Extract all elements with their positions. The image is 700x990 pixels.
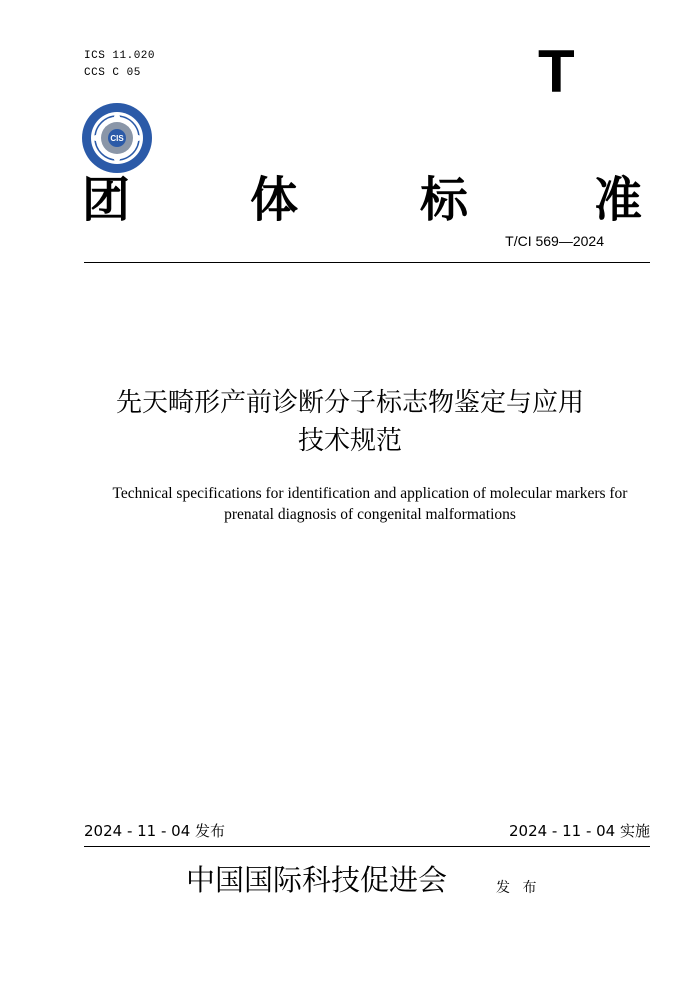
english-title-line-1: Technical specifications for identification and application of molecular markers for: [112, 485, 628, 502]
publish-date: 2024 - 11 - 04 发布: [84, 822, 226, 840]
issuing-organization: 中国国际科技促进会: [186, 863, 448, 897]
chinese-title: [50, 384, 650, 460]
standard-code: T/CI 569—2024: [505, 233, 604, 249]
english-title-line-2: prenatal diagnosis of congenital malformations: [224, 506, 516, 523]
standard-char-3: 标: [420, 172, 469, 228]
standard-char-2: 体: [250, 172, 299, 228]
english-title: [80, 483, 660, 525]
standard-type-letter: T: [538, 38, 575, 105]
ccs-code: CCS C 05: [84, 67, 141, 79]
standard-char-4: 准: [594, 172, 643, 228]
chinese-title-line-2: 技术规范: [297, 426, 402, 456]
standard-char-1: 团: [82, 172, 131, 228]
issue-label: 发 布: [496, 880, 541, 896]
implement-date: 2024 - 11 - 04 实施: [508, 822, 650, 840]
ics-code: ICS 11.020: [84, 50, 156, 62]
top-divider: [84, 262, 650, 263]
logo-text: CIS: [110, 134, 124, 143]
bottom-divider: [84, 846, 650, 847]
chinese-title-line-1: 先天畸形产前诊断分子标志物鉴定与应用: [115, 388, 584, 418]
organization-logo: [81, 102, 153, 174]
